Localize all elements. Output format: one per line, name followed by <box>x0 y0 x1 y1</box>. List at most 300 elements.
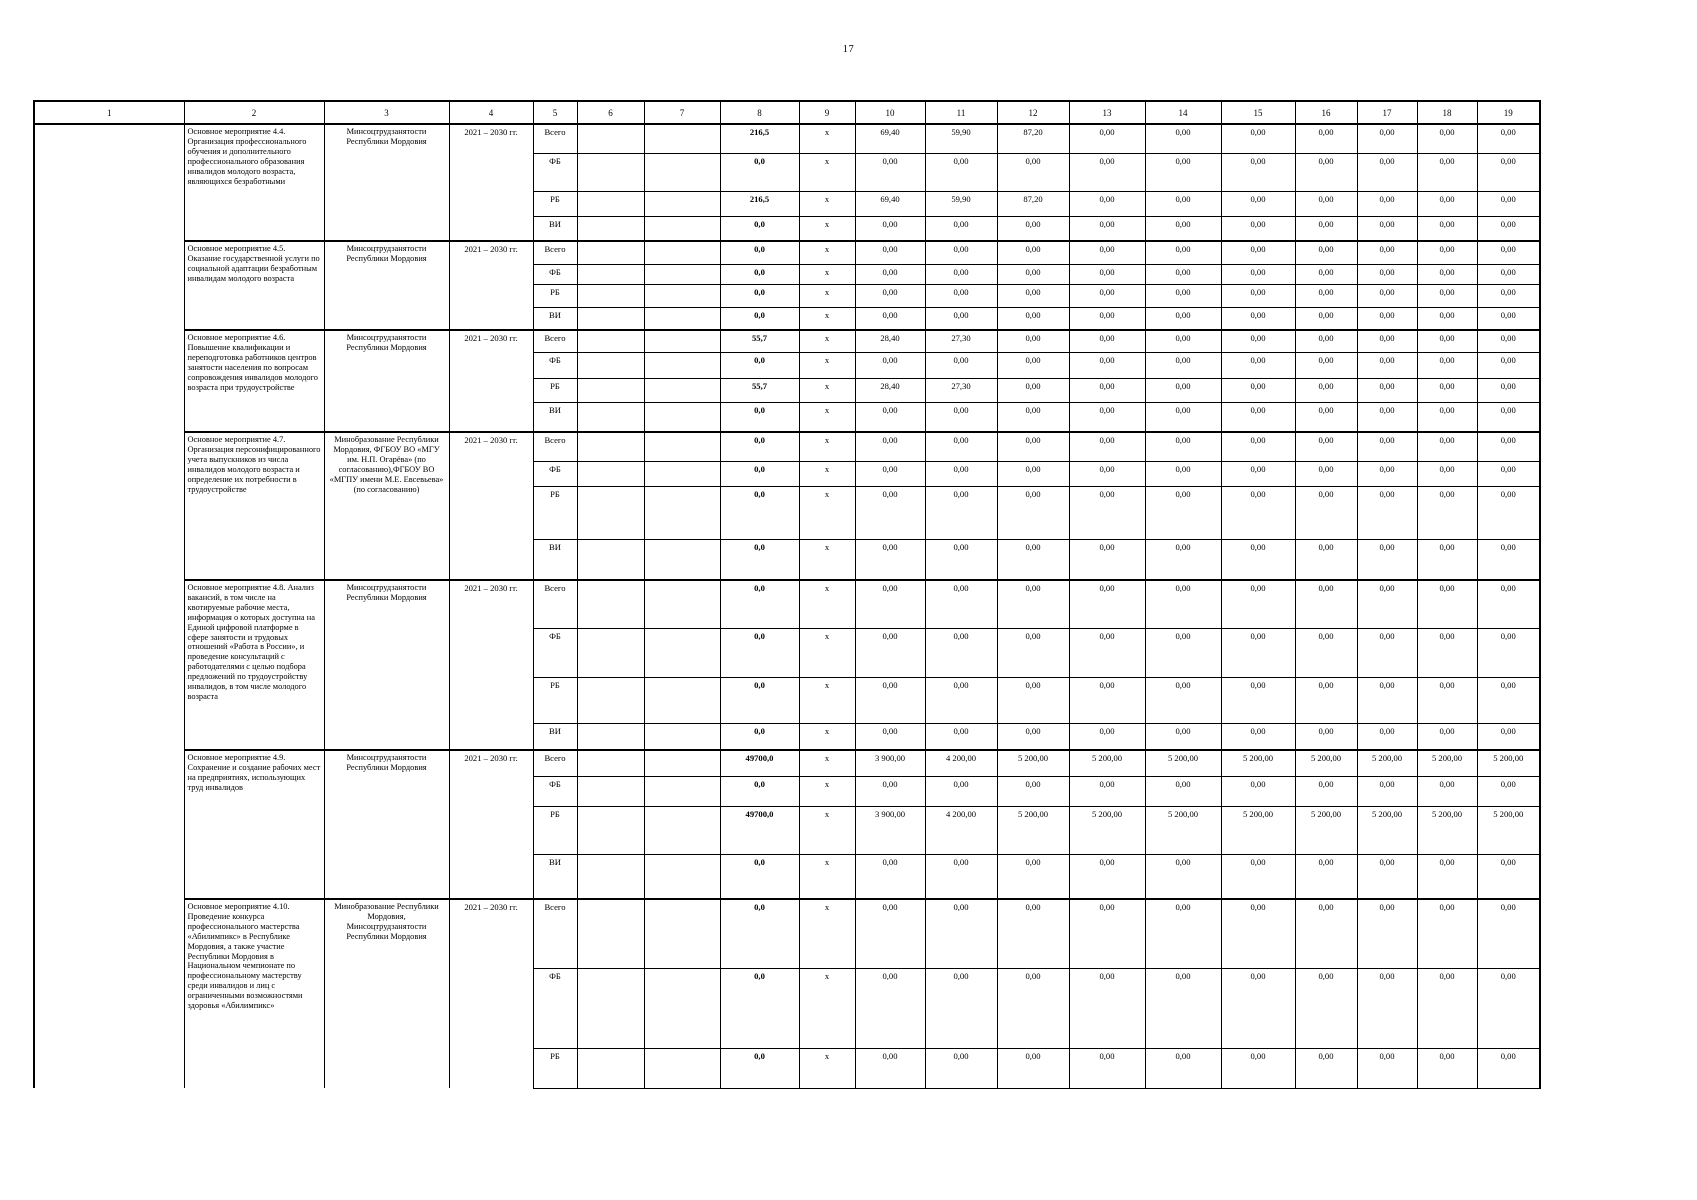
value-cell: 0,00 <box>997 402 1069 432</box>
value-cell: 0,00 <box>1295 539 1357 580</box>
value-cell: 0,00 <box>997 352 1069 378</box>
value-cell: 0,00 <box>1417 284 1477 307</box>
value-cell: 0,00 <box>855 539 925 580</box>
value-cell: 0,00 <box>1295 968 1357 1048</box>
value-cell: 0,00 <box>1357 352 1417 378</box>
budget-type-cell: ВИ <box>533 539 577 580</box>
value-cell: 0,00 <box>1357 968 1417 1048</box>
value-cell: 0,00 <box>997 216 1069 241</box>
budget-type-cell: ФБ <box>533 264 577 284</box>
value-cell: 0,00 <box>1417 968 1477 1048</box>
value-cell: 0,00 <box>1357 628 1417 677</box>
value-cell: 0,00 <box>1069 628 1145 677</box>
value-cell: 0,0 <box>720 461 799 486</box>
value-cell: 0,00 <box>1357 723 1417 750</box>
measure-title-cell: Основное мероприятие 4.4. Организация профессионального обучения и дополнительного профессионального образования инвалидов молодого возраста, являющихся безработными <box>184 124 324 241</box>
column-number-header: 5 <box>533 101 577 124</box>
value-cell: 5 200,00 <box>1069 806 1145 854</box>
budget-type-cell: ФБ <box>533 153 577 191</box>
value-cell: 0,00 <box>925 284 997 307</box>
value-cell: 0,00 <box>855 284 925 307</box>
value-cell: 0,00 <box>1357 330 1417 352</box>
value-cell: 0,00 <box>1477 402 1540 432</box>
value-cell: 0,00 <box>997 241 1069 264</box>
value-cell: 5 200,00 <box>1145 750 1221 776</box>
column-number-header: 10 <box>855 101 925 124</box>
value-cell: 0,00 <box>1145 330 1221 352</box>
budget-type-cell: РБ <box>533 284 577 307</box>
period-cell: 2021 – 2030 гг. <box>449 330 533 432</box>
value-cell: x <box>799 968 855 1048</box>
table-row <box>34 432 1540 461</box>
value-cell: 0,00 <box>925 153 997 191</box>
value-cell: 0,00 <box>1295 124 1357 153</box>
column-number-header: 11 <box>925 101 997 124</box>
column-number-header: 4 <box>449 101 533 124</box>
value-cell: 0,00 <box>1357 677 1417 723</box>
value-cell: 0,00 <box>855 216 925 241</box>
value-cell <box>644 1048 720 1088</box>
value-cell: 0,00 <box>1069 580 1145 628</box>
value-cell: 0,0 <box>720 284 799 307</box>
value-cell: 0,00 <box>1221 432 1295 461</box>
value-cell: 0,00 <box>1295 677 1357 723</box>
value-cell <box>644 191 720 216</box>
value-cell: 0,00 <box>1069 723 1145 750</box>
value-cell: 0,00 <box>1145 191 1221 216</box>
budget-type-cell: ВИ <box>533 402 577 432</box>
value-cell <box>644 968 720 1048</box>
value-cell: 0,0 <box>720 216 799 241</box>
value-cell: 0,00 <box>1477 539 1540 580</box>
table-row <box>34 124 1540 153</box>
value-cell: x <box>799 750 855 776</box>
value-cell: 0,00 <box>1417 307 1477 330</box>
value-cell <box>577 241 644 264</box>
value-cell: 0,00 <box>997 968 1069 1048</box>
column-number-header: 7 <box>644 101 720 124</box>
value-cell: 0,00 <box>855 899 925 968</box>
value-cell: 0,00 <box>1221 284 1295 307</box>
column-number-header: 17 <box>1357 101 1417 124</box>
value-cell: 0,00 <box>1357 854 1417 899</box>
value-cell: 5 200,00 <box>1295 750 1357 776</box>
value-cell: x <box>799 1048 855 1088</box>
value-cell: 0,00 <box>1145 307 1221 330</box>
value-cell: 0,00 <box>1357 153 1417 191</box>
value-cell: 0,00 <box>1477 307 1540 330</box>
value-cell: 0,00 <box>1477 378 1540 402</box>
value-cell: 0,00 <box>1069 486 1145 539</box>
value-cell: 0,00 <box>855 461 925 486</box>
table-header <box>34 101 1540 124</box>
value-cell: x <box>799 539 855 580</box>
value-cell: 0,00 <box>1069 776 1145 806</box>
column-number-header: 19 <box>1477 101 1540 124</box>
measure-title-cell: Основное мероприятие 4.6. Повышение квалификации и переподготовка работников центров занятости населения по вопросам сопровождения инвалидов молодого возраста при трудоустройстве <box>184 330 324 432</box>
value-cell: 0,0 <box>720 899 799 968</box>
value-cell: 0,00 <box>1069 899 1145 968</box>
value-cell: 0,00 <box>925 776 997 806</box>
value-cell: 0,0 <box>720 352 799 378</box>
value-cell: 0,00 <box>1477 461 1540 486</box>
value-cell: 0,00 <box>1477 968 1540 1048</box>
value-cell: 0,00 <box>1221 854 1295 899</box>
column-number-header: 12 <box>997 101 1069 124</box>
value-cell: 0,00 <box>925 854 997 899</box>
value-cell: 0,00 <box>1417 330 1477 352</box>
page-number: 17 <box>842 44 855 55</box>
value-cell: 0,0 <box>720 968 799 1048</box>
value-cell: 0,00 <box>997 628 1069 677</box>
column-number-header: 3 <box>324 101 449 124</box>
value-cell: 0,00 <box>925 216 997 241</box>
value-cell: 49700,0 <box>720 750 799 776</box>
value-cell: x <box>799 628 855 677</box>
value-cell: 0,0 <box>720 539 799 580</box>
budget-type-cell: ФБ <box>533 352 577 378</box>
value-cell <box>577 378 644 402</box>
budget-type-cell: Всего <box>533 124 577 153</box>
measure-title-cell: Основное мероприятие 4.7. Организация персонифицированного учета выпускников из числа инвалидов молодого возраста и определение их потребности в трудоустройстве <box>184 432 324 580</box>
value-cell: 0,00 <box>1069 264 1145 284</box>
value-cell: x <box>799 461 855 486</box>
value-cell: 0,00 <box>855 402 925 432</box>
value-cell: 0,00 <box>1357 402 1417 432</box>
value-cell: 0,00 <box>1477 723 1540 750</box>
value-cell: 0,00 <box>1295 307 1357 330</box>
value-cell: 0,00 <box>1145 968 1221 1048</box>
executor-cell: Минсоцтрудзанятости Республики Мордовия <box>324 241 449 330</box>
value-cell: 5 200,00 <box>1417 750 1477 776</box>
value-cell: 5 200,00 <box>1357 806 1417 854</box>
value-cell <box>644 216 720 241</box>
value-cell: x <box>799 899 855 968</box>
value-cell <box>577 628 644 677</box>
value-cell: 0,00 <box>855 776 925 806</box>
table-body <box>34 124 1540 1088</box>
value-cell: 0,00 <box>1417 378 1477 402</box>
value-cell: 55,7 <box>720 378 799 402</box>
value-cell: 0,00 <box>1069 191 1145 216</box>
value-cell: 0,00 <box>1145 124 1221 153</box>
value-cell: 0,00 <box>1477 330 1540 352</box>
value-cell: x <box>799 307 855 330</box>
value-cell: 0,00 <box>1357 284 1417 307</box>
value-cell: 0,00 <box>1357 264 1417 284</box>
value-cell: 0,00 <box>1145 776 1221 806</box>
value-cell: 0,00 <box>1069 378 1145 402</box>
value-cell: 0,00 <box>1221 378 1295 402</box>
value-cell: 0,00 <box>1145 723 1221 750</box>
value-cell: 0,00 <box>925 402 997 432</box>
value-cell: 0,00 <box>855 153 925 191</box>
value-cell <box>644 486 720 539</box>
value-cell: 0,00 <box>855 307 925 330</box>
value-cell: 0,00 <box>1221 216 1295 241</box>
value-cell <box>577 461 644 486</box>
executor-cell: Минобразование Республики Мордовия, ФГБОУ ВО «МГУ им. Н.П. Огарёва» (по согласованию),ФГБОУ ВО «МГПУ имени М.Е. Евсевьева» (по согласованию) <box>324 432 449 580</box>
value-cell: 0,00 <box>997 264 1069 284</box>
value-cell: 0,00 <box>997 776 1069 806</box>
value-cell: 0,00 <box>1357 776 1417 806</box>
column-number-header: 6 <box>577 101 644 124</box>
value-cell: 0,0 <box>720 628 799 677</box>
value-cell: 0,0 <box>720 307 799 330</box>
value-cell <box>644 124 720 153</box>
value-cell: 0,00 <box>855 628 925 677</box>
value-cell: 0,00 <box>1145 264 1221 284</box>
measure-title-cell: Основное мероприятие 4.5. Оказание государственной услуги по социальной адаптации безработным инвалидам молодого возраста <box>184 241 324 330</box>
value-cell: 0,00 <box>1357 241 1417 264</box>
value-cell: 0,00 <box>1221 899 1295 968</box>
value-cell <box>577 284 644 307</box>
value-cell: 0,00 <box>1069 153 1145 191</box>
value-cell: 0,0 <box>720 486 799 539</box>
value-cell: 0,00 <box>1069 854 1145 899</box>
value-cell: x <box>799 432 855 461</box>
budget-type-cell: Всего <box>533 330 577 352</box>
budget-type-cell: ФБ <box>533 968 577 1048</box>
value-cell: 0,00 <box>1145 216 1221 241</box>
value-cell: 0,00 <box>1357 1048 1417 1088</box>
value-cell <box>577 432 644 461</box>
budget-type-cell: ВИ <box>533 307 577 330</box>
value-cell <box>644 854 720 899</box>
value-cell: 0,00 <box>1417 352 1477 378</box>
value-cell: 0,0 <box>720 580 799 628</box>
value-cell: 0,00 <box>997 539 1069 580</box>
value-cell: 0,00 <box>1295 854 1357 899</box>
value-cell: 0,00 <box>855 486 925 539</box>
value-cell: 0,00 <box>1145 284 1221 307</box>
value-cell: 0,00 <box>1477 1048 1540 1088</box>
value-cell: 0,00 <box>1069 461 1145 486</box>
value-cell: 0,00 <box>1357 307 1417 330</box>
value-cell: 4 200,00 <box>925 806 997 854</box>
value-cell <box>577 191 644 216</box>
value-cell: x <box>799 776 855 806</box>
value-cell: 0,00 <box>1417 776 1477 806</box>
value-cell: 0,00 <box>1295 486 1357 539</box>
value-cell: 5 200,00 <box>1477 806 1540 854</box>
table-row <box>34 750 1540 776</box>
value-cell <box>577 1048 644 1088</box>
table-row <box>34 241 1540 264</box>
value-cell: 0,00 <box>1357 580 1417 628</box>
value-cell: 0,00 <box>1295 461 1357 486</box>
value-cell: 5 200,00 <box>997 750 1069 776</box>
executor-cell: Минсоцтрудзанятости Республики Мордовия <box>324 330 449 432</box>
value-cell: 59,90 <box>925 124 997 153</box>
value-cell <box>577 899 644 968</box>
value-cell: 0,00 <box>1145 352 1221 378</box>
value-cell: 0,00 <box>855 264 925 284</box>
value-cell: 0,00 <box>1145 153 1221 191</box>
value-cell: 0,00 <box>1069 1048 1145 1088</box>
value-cell: 0,00 <box>1417 1048 1477 1088</box>
value-cell: 3 900,00 <box>855 750 925 776</box>
budget-type-cell: Всего <box>533 432 577 461</box>
value-cell: 0,00 <box>1417 677 1477 723</box>
value-cell: 0,00 <box>855 723 925 750</box>
value-cell: 0,00 <box>1221 330 1295 352</box>
value-cell: 0,00 <box>997 723 1069 750</box>
value-cell: 87,20 <box>997 191 1069 216</box>
value-cell: 0,00 <box>1295 432 1357 461</box>
value-cell: 0,00 <box>1069 241 1145 264</box>
value-cell: 0,00 <box>1417 539 1477 580</box>
value-cell: x <box>799 378 855 402</box>
budget-type-cell: ФБ <box>533 776 577 806</box>
value-cell: 0,00 <box>1357 539 1417 580</box>
value-cell <box>644 806 720 854</box>
value-cell: 27,30 <box>925 378 997 402</box>
value-cell <box>577 806 644 854</box>
budget-type-cell: Всего <box>533 750 577 776</box>
table-row <box>34 580 1540 628</box>
period-cell: 2021 – 2030 гг. <box>449 750 533 899</box>
value-cell: 0,00 <box>997 153 1069 191</box>
value-cell: 49700,0 <box>720 806 799 854</box>
budget-type-cell: РБ <box>533 378 577 402</box>
value-cell: 0,00 <box>1357 191 1417 216</box>
value-cell: 0,00 <box>925 352 997 378</box>
value-cell: 0,00 <box>1477 854 1540 899</box>
budget-type-cell: ФБ <box>533 628 577 677</box>
value-cell: 0,00 <box>1221 776 1295 806</box>
value-cell: 0,00 <box>1357 378 1417 402</box>
value-cell: 0,00 <box>1295 153 1357 191</box>
value-cell: 0,00 <box>1069 216 1145 241</box>
value-cell: 0,00 <box>1417 191 1477 216</box>
measure-title-cell: Основное мероприятие 4.8. Анализ вакансий, в том числе на квотируемые рабочие места, информация о которых доступна на Единой цифровой платформе в сфере занятости и трудовых отношений «Работа в России», и проведение консультаций с работодателями с целью подбора предложений по трудоустройству инвалидов, в том числе молодого возраста <box>184 580 324 750</box>
value-cell: 0,00 <box>1221 352 1295 378</box>
value-cell: 0,00 <box>1417 241 1477 264</box>
value-cell: 0,00 <box>1417 723 1477 750</box>
value-cell: 0,00 <box>925 486 997 539</box>
value-cell: 0,00 <box>925 307 997 330</box>
value-cell: 0,00 <box>1145 539 1221 580</box>
value-cell <box>577 216 644 241</box>
value-cell: 0,00 <box>1417 486 1477 539</box>
value-cell: 0,00 <box>1221 1048 1295 1088</box>
value-cell: x <box>799 264 855 284</box>
value-cell: 0,0 <box>720 776 799 806</box>
value-cell: 0,0 <box>720 677 799 723</box>
value-cell: 0,00 <box>997 854 1069 899</box>
value-cell: 0,00 <box>1295 330 1357 352</box>
value-cell: 4 200,00 <box>925 750 997 776</box>
value-cell: 0,0 <box>720 264 799 284</box>
value-cell: 0,00 <box>997 580 1069 628</box>
value-cell: 0,0 <box>720 723 799 750</box>
value-cell: x <box>799 806 855 854</box>
value-cell <box>577 264 644 284</box>
value-cell: 0,00 <box>1417 432 1477 461</box>
value-cell: 0,00 <box>1477 241 1540 264</box>
period-cell: 2021 – 2030 гг. <box>449 432 533 580</box>
value-cell: 0,00 <box>1221 628 1295 677</box>
value-cell: 0,00 <box>925 1048 997 1088</box>
value-cell: 0,00 <box>1069 124 1145 153</box>
value-cell: 0,00 <box>997 677 1069 723</box>
budget-type-cell: РБ <box>533 486 577 539</box>
value-cell: 69,40 <box>855 191 925 216</box>
value-cell: 5 200,00 <box>1417 806 1477 854</box>
value-cell: 0,00 <box>1295 402 1357 432</box>
value-cell: 0,00 <box>1295 1048 1357 1088</box>
program-budget-table <box>33 100 1541 1089</box>
budget-type-cell: РБ <box>533 1048 577 1088</box>
value-cell: 0,00 <box>1295 352 1357 378</box>
value-cell: x <box>799 153 855 191</box>
value-cell: 0,00 <box>1145 432 1221 461</box>
value-cell: x <box>799 854 855 899</box>
value-cell: 0,00 <box>1221 402 1295 432</box>
value-cell: 3 900,00 <box>855 806 925 854</box>
value-cell <box>644 776 720 806</box>
value-cell <box>577 307 644 330</box>
value-cell <box>644 330 720 352</box>
value-cell: 0,00 <box>1477 191 1540 216</box>
value-cell: 0,00 <box>1477 352 1540 378</box>
value-cell: 5 200,00 <box>1221 750 1295 776</box>
executor-cell: Минобразование Республики Мордовия, Минсоцтрудзанятости Республики Мордовия <box>324 899 449 1088</box>
value-cell: 5 200,00 <box>1069 750 1145 776</box>
executor-cell: Минсоцтрудзанятости Республики Мордовия <box>324 124 449 241</box>
value-cell: 0,00 <box>1145 899 1221 968</box>
value-cell: 0,00 <box>1357 461 1417 486</box>
value-cell: 0,00 <box>1357 216 1417 241</box>
value-cell: 28,40 <box>855 330 925 352</box>
value-cell <box>577 677 644 723</box>
column-number-header: 8 <box>720 101 799 124</box>
value-cell: 0,00 <box>1221 191 1295 216</box>
value-cell: 0,00 <box>1357 432 1417 461</box>
value-cell <box>644 628 720 677</box>
value-cell: 0,00 <box>1417 216 1477 241</box>
value-cell: 0,0 <box>720 402 799 432</box>
budget-type-cell: РБ <box>533 191 577 216</box>
value-cell: 0,0 <box>720 1048 799 1088</box>
value-cell: 0,00 <box>1417 153 1477 191</box>
value-cell: 0,00 <box>997 899 1069 968</box>
budget-type-cell: Всего <box>533 899 577 968</box>
column-number-header: 15 <box>1221 101 1295 124</box>
value-cell: 0,00 <box>997 307 1069 330</box>
value-cell: 59,90 <box>925 191 997 216</box>
value-cell: 0,00 <box>1145 486 1221 539</box>
value-cell: 0,00 <box>1221 461 1295 486</box>
value-cell: 0,00 <box>1069 284 1145 307</box>
value-cell: 55,7 <box>720 330 799 352</box>
value-cell: 0,00 <box>1295 723 1357 750</box>
value-cell: 0,00 <box>1417 402 1477 432</box>
period-cell: 2021 – 2030 гг. <box>449 241 533 330</box>
value-cell: 0,00 <box>1357 899 1417 968</box>
value-cell: 69,40 <box>855 124 925 153</box>
value-cell <box>644 899 720 968</box>
value-cell: 5 200,00 <box>1477 750 1540 776</box>
value-cell <box>644 284 720 307</box>
value-cell: 0,00 <box>1417 124 1477 153</box>
value-cell: x <box>799 241 855 264</box>
value-cell: 0,00 <box>925 899 997 968</box>
value-cell: 0,00 <box>1069 330 1145 352</box>
value-cell: 0,00 <box>1477 776 1540 806</box>
measure-title-cell: Основное мероприятие 4.9. Сохранение и создание рабочих мест на предприятиях, использующих труд инвалидов <box>184 750 324 899</box>
